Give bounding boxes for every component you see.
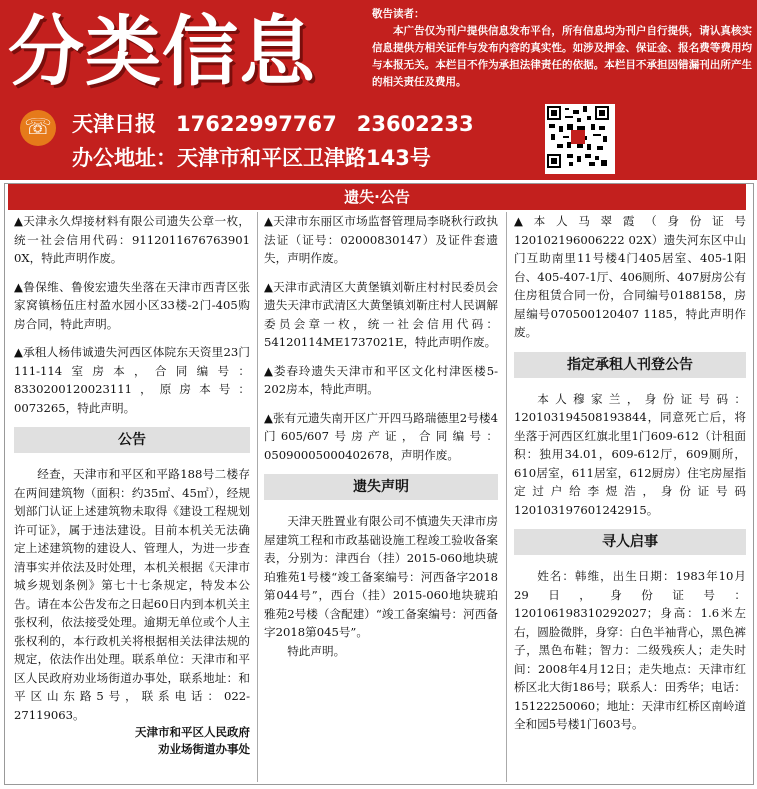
section-header: 遗失声明	[264, 474, 498, 500]
column-divider	[506, 212, 507, 782]
list-item: ▲鲁保维、鲁俊宏遗失坐落在天津市西青区张家窝镇杨伍庄村盈水园小区33楼-2门-405购房合同，特此声明。	[14, 279, 250, 331]
list-item: ▲天津市武清区大黄堡镇刘靳庄村村民委员会遗失天津市武清区大黄堡镇刘靳庄村人民调解委员会章一枚，统一社会信用代码：54120114ME1737021E，特此声明作废。	[264, 279, 498, 349]
column-3	[514, 212, 746, 734]
header	[0, 0, 757, 180]
announcement-text: 经查，天津市和平区和平路188号二楼存在两间建筑物（面积：约35㎡、45㎡），经规划部门认证上述建筑物未取得《建设工程规划许可证》，属于违法建设。目前本机关无法确定上述建筑物的建设人、管理人，为进一步查清事实并依法及时处理，本机关根据《天津市城乡规划条例》第七十七条规定，特发本公告。请在本公告发布之日起60日内到本机关主张权利，依法接受处理。逾期无单位或个人主张权利的，本行政机关将根据相关法律法规的规定，依法作出处理。联系单位：天津市和平区人民政府劝业场街道办事处，联系地址：和平区山东路5号，联系电话：022-27119063。	[14, 467, 250, 722]
list-item: ▲娄春玲遗失天津市和平区文化村津医楼5-202房本，特此声明。	[264, 363, 498, 396]
qr-code-icon	[545, 104, 615, 174]
phone-number-2: 23602233	[356, 112, 474, 136]
section-header: 寻人启事	[514, 529, 746, 555]
announcement-text: 本人穆家兰，身份证号码：120103194508193844，同意死亡后，将坐落于河西区红旗北里1门609-612（计租面积：独用34.01，609-612厅，609厕所，610居室，611居室，612厨房）住宅房屋指定过户给李煜浩，身份证号码120103197601242915。	[514, 391, 746, 517]
page-title: 分类信息	[8, 7, 316, 96]
list-item: ▲本人马翠霞（身份证号120102196006222 02X）遗失河东区中山门互助南里11号楼4门405居室、405-1阳台、405-407-1厅、406厕所、407厨房公有住房租赁合同一份，合同编号0188158，房屋编号070500120407 1185，特此声明作废。	[514, 214, 746, 339]
list-item: ▲承租人杨伟诚遗失河西区体院东天资里23门111-114室房本，合同编号：8330200120023111，原房本号：0073265，特此声明。	[14, 345, 250, 415]
signature-line: 劝业场街道办事处	[158, 742, 250, 756]
notice-body: 本广告仅为刊户提供信息发布平台，所有信息均为刊户自行提供，请认真核实信息提供方相关证件与发布内容的真实性。如涉及押金、保证金、报名费等费用均与本报无关。本栏目不作为承担法律责任的依据。本栏目不承担因错漏刊出所产生的相关责任及费用。	[372, 25, 752, 88]
notice-title: 敬告读者：	[372, 8, 425, 20]
section-header: 指定承租人刊登公告	[514, 352, 746, 378]
contact-line	[72, 108, 494, 138]
contact-bar	[8, 104, 536, 176]
list-item: ▲天津市东丽区市场监督管理局李晓秋行政执法证（证号：02000830147）及证件套遗失，声明作废。	[264, 214, 498, 265]
office-address: 办公地址：天津市和平区卫津路143号	[72, 146, 431, 170]
column-2	[264, 212, 498, 660]
list-item: ▲张有元遗失南开区广开四马路瑞德里2号楼4门605/607号房产证，合同编号：05090005000402678，声明作废。	[264, 410, 498, 462]
announcement-text: 姓名：韩维，出生日期：1983年10月29日，身份证号：120106198310292027；身高：1.6米左右，圆脸微胖，身穿：白色半袖背心，黑色裤子，黑色布鞋；智力：二级残疾人；走失时间：2008年4月12日；走失地点：天津市红桥区北大街186号；联系人：田秀华；电话：15122250060；地址：天津市红桥区南岭道全和园5号楼1门603号。	[514, 569, 746, 731]
announcement-end: 特此声明。	[287, 643, 346, 658]
section-banner: 遗失·公告	[8, 184, 746, 210]
column-divider	[257, 212, 258, 782]
signature-line: 天津市和平区人民政府	[135, 725, 250, 739]
paper-name: 天津日报	[72, 112, 156, 136]
phone-number-1: 17622997767	[176, 112, 337, 136]
section-header: 公告	[14, 427, 250, 453]
column-1	[14, 212, 250, 758]
phone-icon: ☏	[20, 110, 56, 146]
reader-notice	[372, 6, 752, 91]
list-item: ▲天津永久焊接材料有限公司遗失公章一枚，统一社会信用代码：9112011676763901 0X，特此声明作废。	[14, 214, 250, 265]
announcement-text: 天津天胜置业有限公司不慎遗失天津市房屋建筑工程和市政基础设施工程竣工验收备案表，分别为：津西台（挂）2015-060地块琥珀雅苑1号楼“竣工备案编号：河西备字2018第044号”，西台（挂）2015-060地块琥珀雅苑2号楼（含配建）“竣工备案编号：河西备字2018第045号”。	[264, 514, 498, 639]
